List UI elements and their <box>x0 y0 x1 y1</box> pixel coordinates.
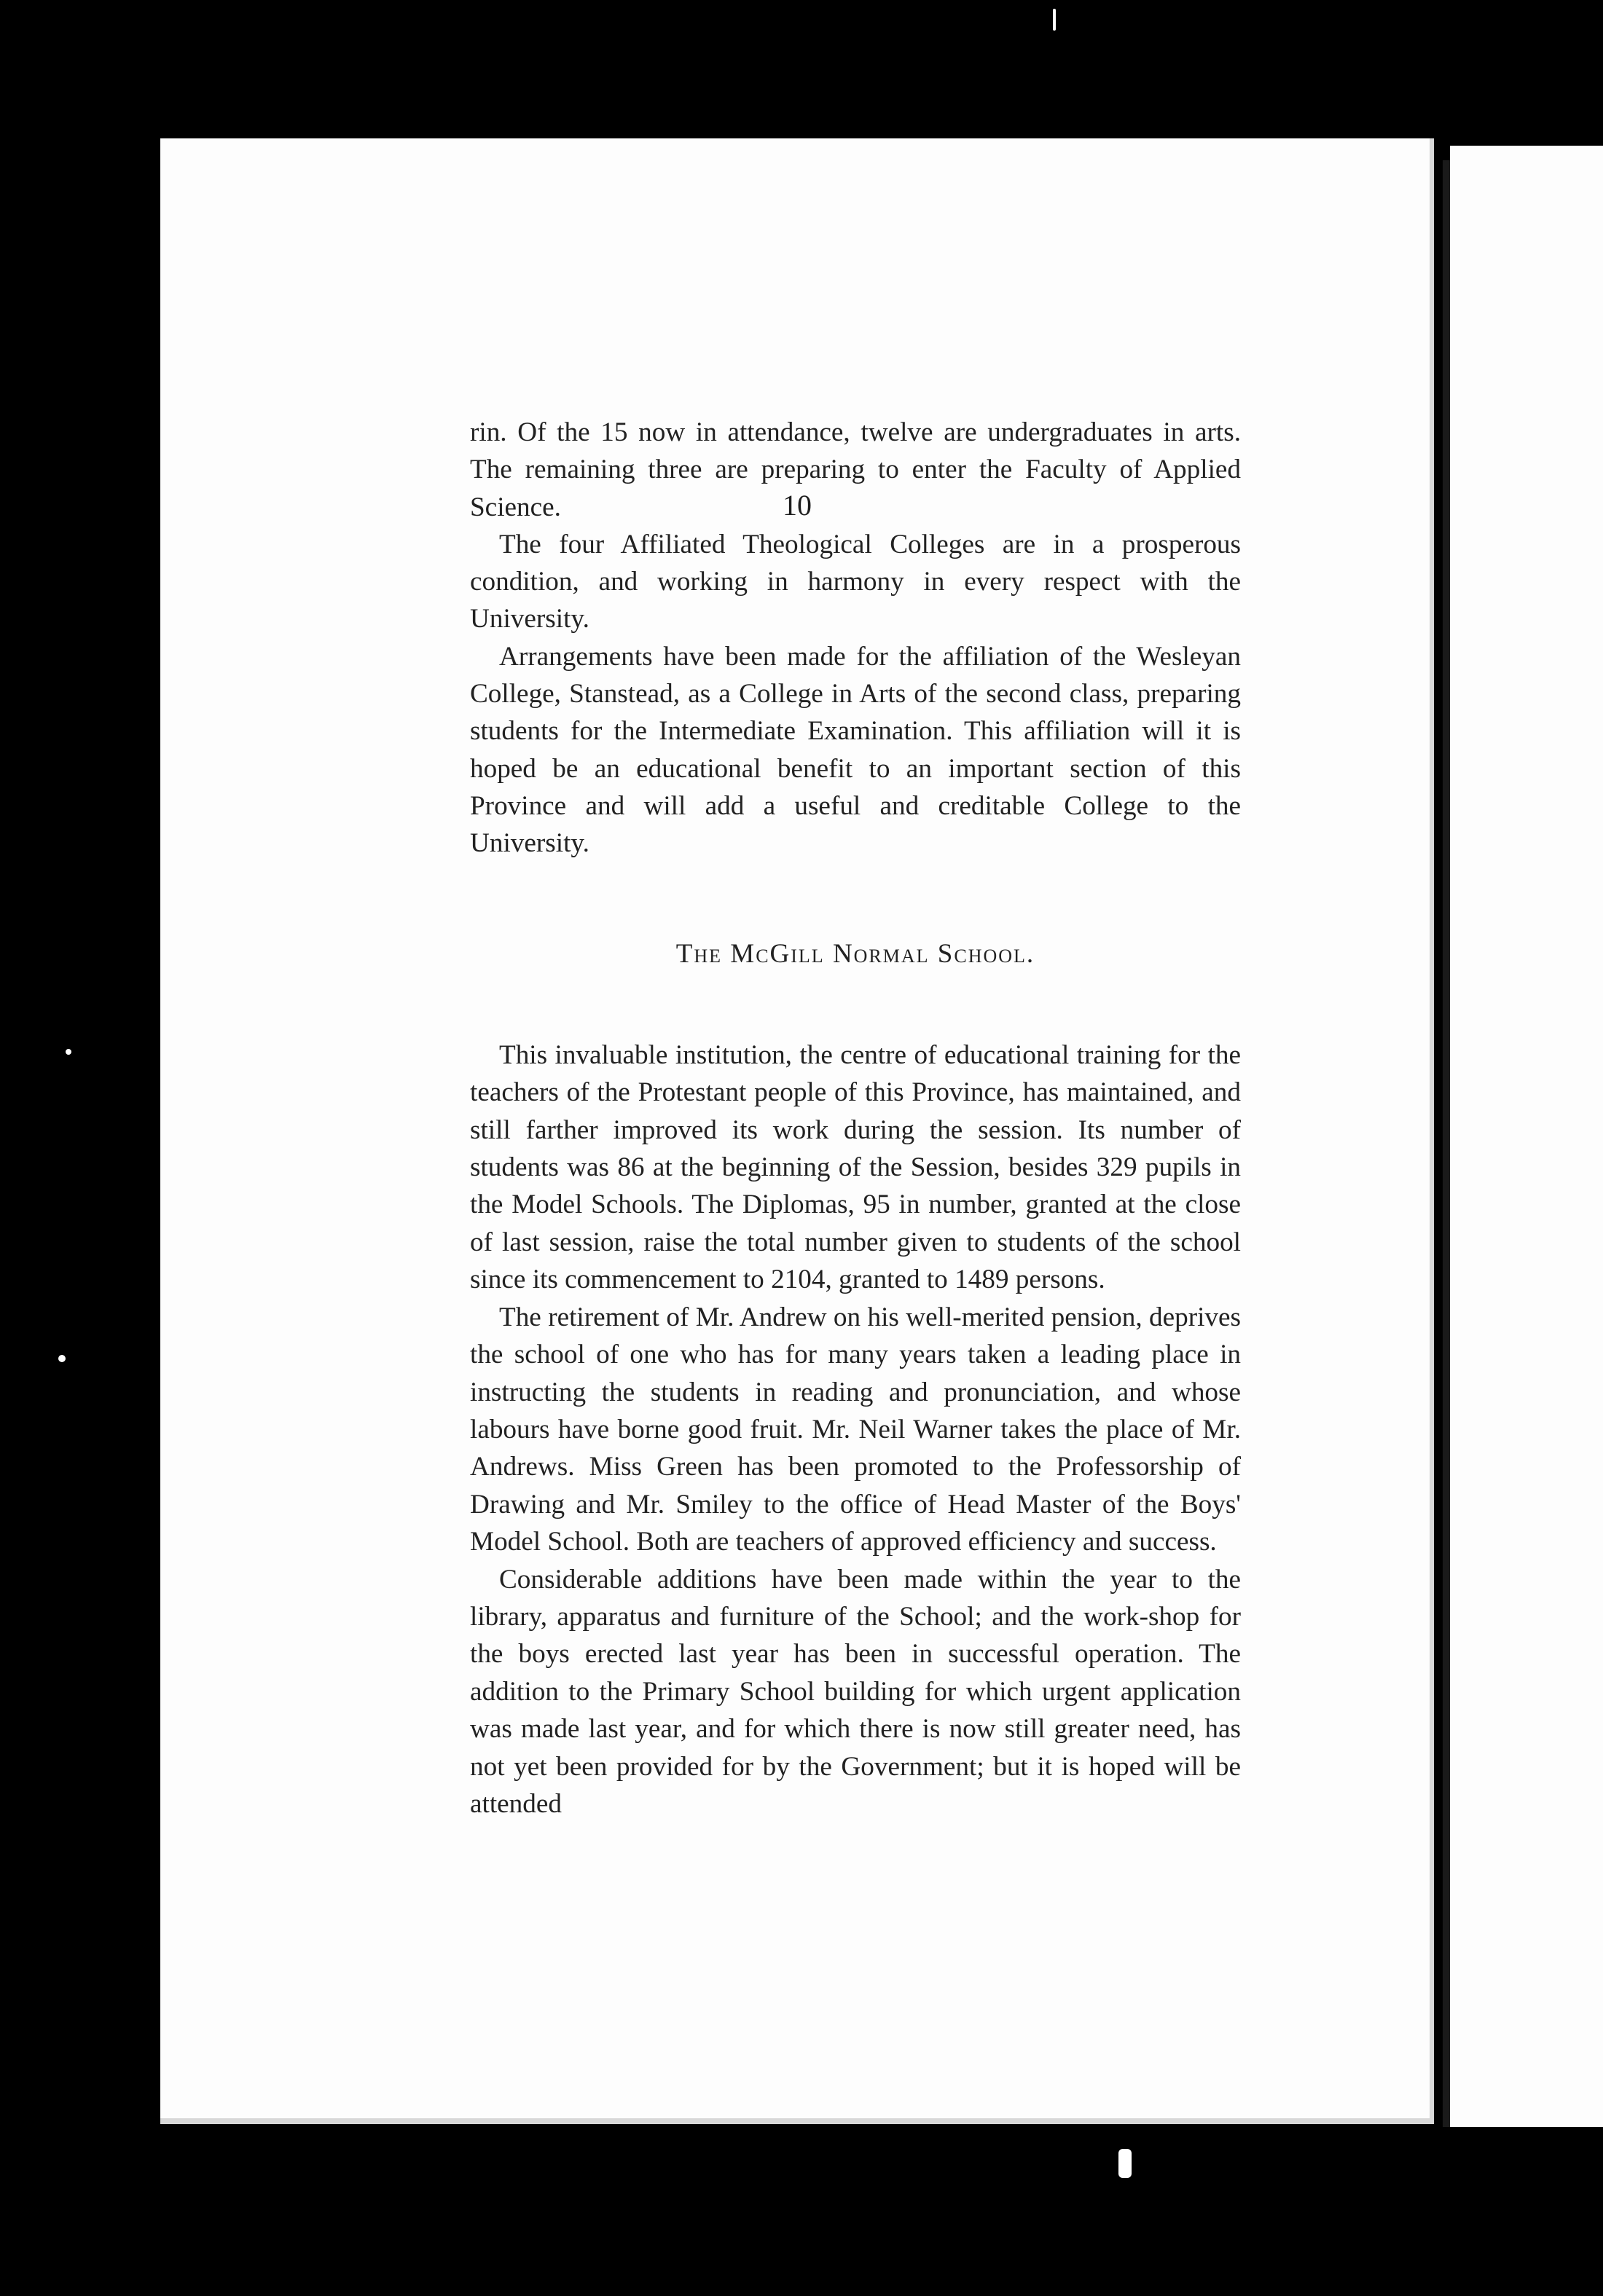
paragraph: Arrangements have been made for the affiliation of the Wesleyan College, Stanstead, as a College in Arts of the second class, preparing students for the Intermediate Examination. This affiliation will it is hoped be an educational benefit to an important section of this Province and will add a useful and creditable College to the University. <box>470 641 1241 859</box>
scan-artifact <box>58 1355 66 1362</box>
page-body <box>470 414 1241 1823</box>
page-number: 10 <box>783 489 812 522</box>
page-gutter <box>1443 160 1450 2127</box>
paragraph: Considerable additions have been made within the year to the library, apparatus and furniture of the School; and the work-shop for the boys erected last year has been in successful operation. The addition to the Primary School building for which urgent application was made last year, and for which there is now still greater need, has not yet been provided for by the Government; but it is hoped will be attended <box>470 1564 1241 1819</box>
paragraph-continuation: rin. Of the 15 now in attendance, twelve are undergraduates in arts. The remaining three are preparing to enter the Faculty of Applied Science. <box>470 417 1241 522</box>
paragraph: This invaluable institution, the centre of educational training for the teachers of the Protestant people of this Province, has maintained, and still farther improved its work during the session. Its number of students was 86 at the beginning of the Session, besides 329 pupils in the Model Schools. The Diplomas, 95 in number, granted at the close of last session, raise the total number given to students of the school since its commencement to 2104, granted to 1489 persons. <box>470 1039 1241 1295</box>
paragraph: The retirement of Mr. Andrew on his well-merited pension, deprives the school of one who has for many years taken a leading place in instructing the students in reading and pronunciation, and whose labours have borne good fruit. Mr. Neil Warner takes the place of Mr. Andrews. Miss Green has been promoted to the Professorship of Drawing and Mr. Smiley to the office of Head Master of the Boys' Model School. Both are teachers of approved efficiency and success. <box>470 1302 1241 1557</box>
scan-artifact <box>1118 2149 1132 2178</box>
scan-artifact <box>1053 9 1056 31</box>
paragraph: The four Affiliated Theological Colleges are in a prosperous condition, and working in harmony in every respect with the University. <box>470 529 1241 634</box>
facing-page-edge <box>1450 146 1603 2127</box>
section-heading: The McGill Normal School. <box>675 938 1035 969</box>
section-body <box>470 1037 1241 1823</box>
scan-artifact <box>66 1049 71 1055</box>
